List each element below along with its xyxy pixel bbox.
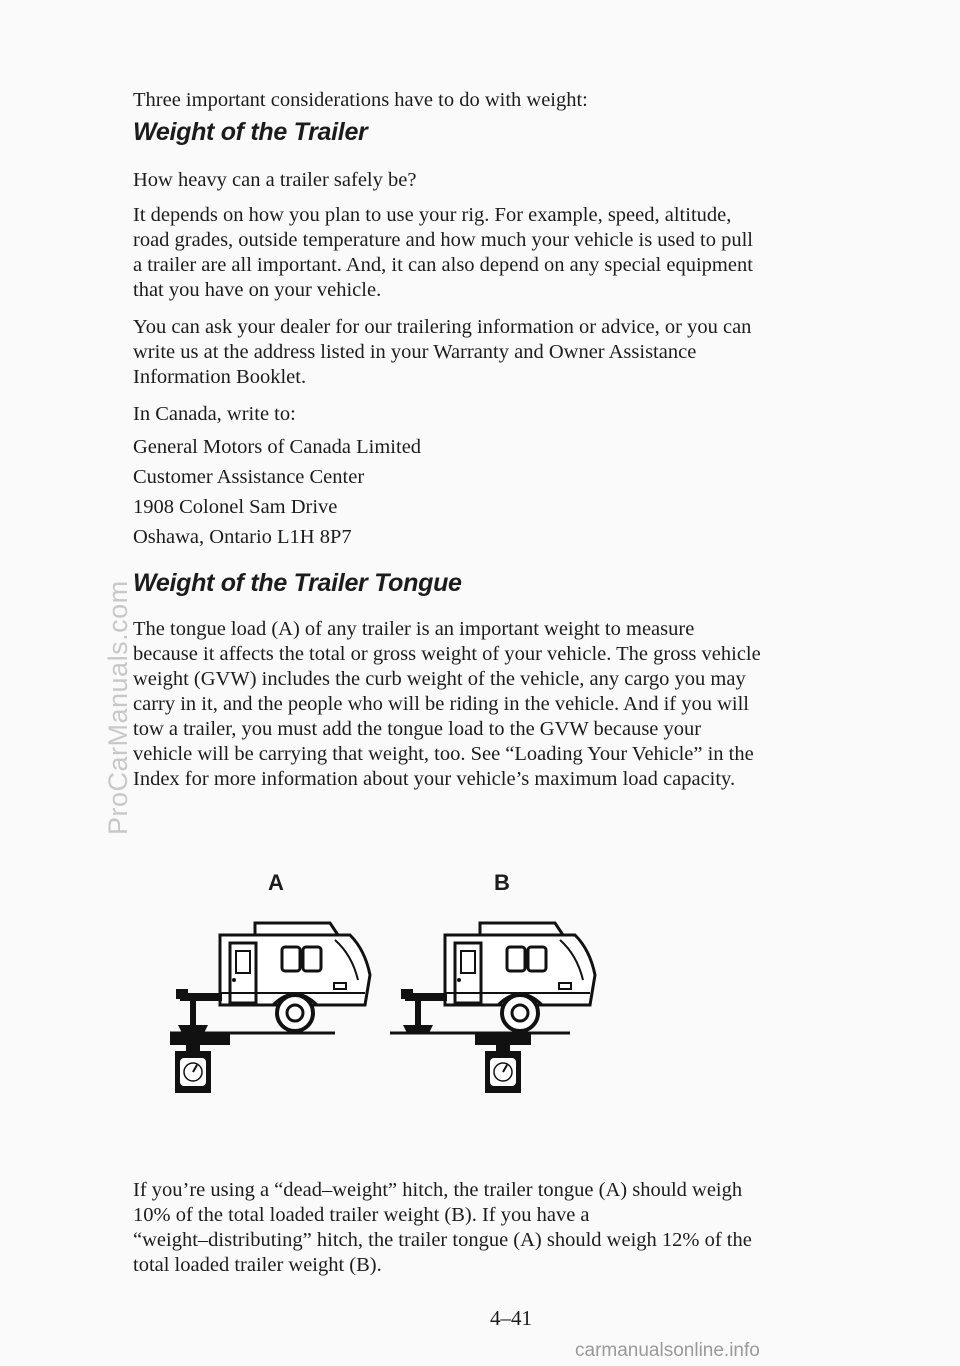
address-line: Oshawa, Ontario L1H 8P7	[133, 526, 352, 548]
trailer-b-illustration	[390, 923, 595, 1093]
paragraph-line: Information Booklet.	[133, 366, 307, 388]
paragraph-line: weight (GVW) includes the curb weight of the vehicle, any cargo you may	[133, 668, 746, 690]
paragraph-line: 10% of the total loaded trailer weight (B). If you have a	[133, 1204, 590, 1226]
trailer-a-illustration	[170, 923, 370, 1093]
paragraph-line: write us at the address listed in your Warranty and Owner Assistance	[133, 341, 697, 363]
canada-address	[133, 432, 421, 552]
paragraph-line: carry in it, and the people who will be riding in the vehicle. And if you will	[133, 693, 750, 715]
page-number: 4–41	[490, 1306, 532, 1330]
paragraph-line: tow a trailer, you must add the tongue load to the GVW because your	[133, 718, 702, 740]
figure-label-a: A	[268, 870, 284, 895]
paragraph-line: a trailer are all important. And, it can also depend on any special equipment	[133, 254, 753, 276]
heading-weight-of-trailer: Weight of the Trailer	[133, 118, 368, 146]
trailer-weighing-illustration	[160, 905, 600, 1105]
paragraph-line: “weight–distributing” hitch, the trailer tongue (A) should weigh 12% of the	[133, 1229, 752, 1251]
paragraph-line: It depends on how you plan to use your rig. For example, speed, altitude,	[133, 204, 732, 226]
paragraph-dealer	[133, 315, 751, 390]
paragraph-line: The tongue load (A) of any trailer is an important weight to measure	[133, 618, 695, 640]
intro-text: Three important considerations have to do with weight:	[133, 89, 588, 111]
paragraph-line: You can ask your dealer for our trailering information or advice, or you can	[133, 316, 752, 338]
address-line: Customer Assistance Center	[133, 466, 365, 488]
paragraph-line: road grades, outside temperature and how much your vehicle is used to pull	[133, 229, 753, 251]
paragraph-line: Index for more information about your vehicle’s maximum load capacity.	[133, 768, 736, 790]
paragraph-line: If you’re using a “dead–weight” hitch, the trailer tongue (A) should weigh	[133, 1179, 743, 1201]
address-line: 1908 Colonel Sam Drive	[133, 496, 338, 518]
paragraph-tongue-load	[133, 617, 761, 792]
heading-trailer-tongue: Weight of the Trailer Tongue	[133, 569, 462, 597]
canada-intro: In Canada, write to:	[133, 403, 296, 425]
side-watermark: ProCarManuals.com	[103, 580, 133, 835]
paragraph-line: total loaded trailer weight (B).	[133, 1254, 382, 1276]
paragraph-hitch-weights	[133, 1178, 752, 1278]
figure-label-b: B	[494, 870, 510, 895]
footer-watermark: carmanualsonline.info	[575, 1340, 760, 1361]
question-text: How heavy can a trailer safely be?	[133, 169, 417, 191]
paragraph-line: because it affects the total or gross weight of your vehicle. The gross vehicle	[133, 643, 761, 665]
paragraph-line: that you have on your vehicle.	[133, 279, 382, 301]
address-line: General Motors of Canada Limited	[133, 436, 422, 458]
paragraph-rig-usage	[133, 203, 753, 303]
paragraph-line: vehicle will be carrying that weight, too. See “Loading Your Vehicle” in the	[133, 743, 754, 765]
